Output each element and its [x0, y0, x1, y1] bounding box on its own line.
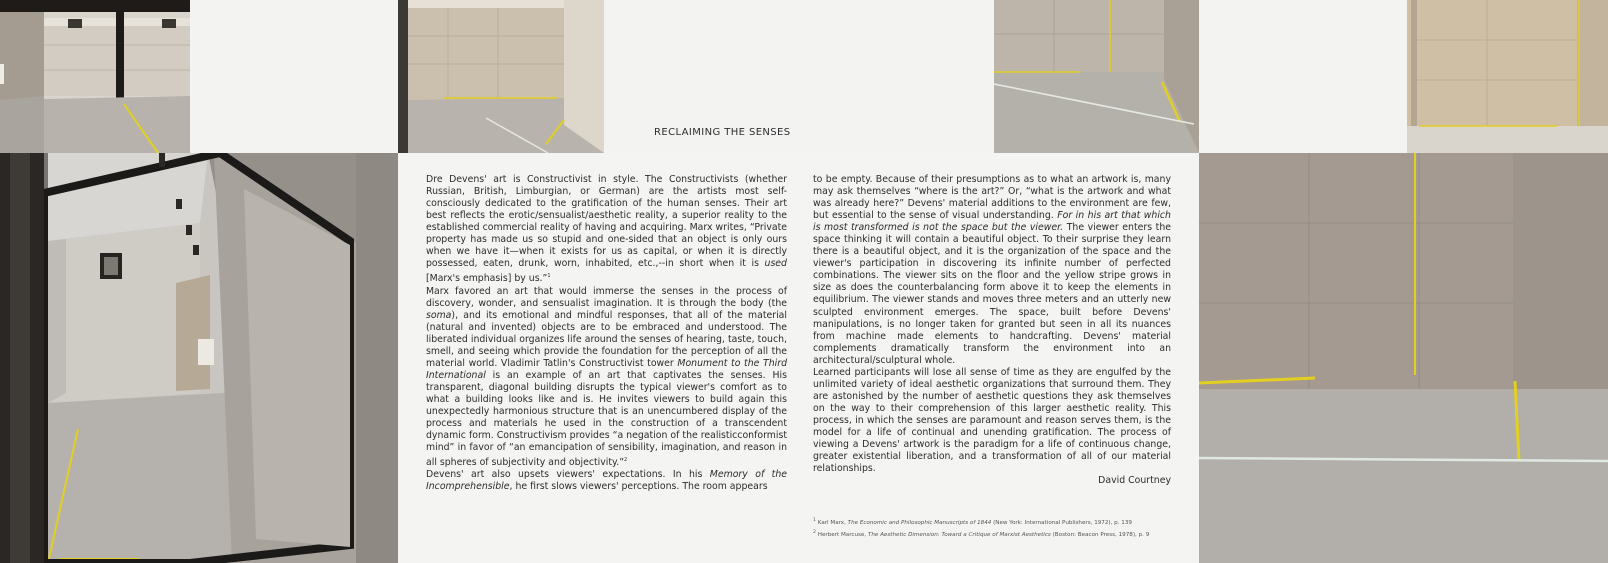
- footnote-ref: 2: [624, 457, 628, 464]
- footnote-2: [813, 527, 1149, 541]
- text-emphasis: used: [764, 258, 787, 270]
- text: (Boston: Beacon Press, 1978), p. 9: [1050, 531, 1150, 538]
- text: [Marx's emphasis] by us.”: [426, 273, 548, 285]
- text-emphasis: The Aesthetic Dimension: Toward a Critique of Marxist Aesthetics: [867, 531, 1051, 538]
- paragraph: Learned participants will lose all sense of time as they are engulfed by the unlimited variety of ideal aesthetic organizations that surround them. They are astonished by the number of aesthetic questions they ask themselves on the way to their comprehension of this larger aesthetic reality. This process, in which the senses are paramount and reason serves them, is the model for a life of continual and unending gratification. The process of viewing a Devens' artwork is the paradigm for a life of continuous change, greater existential liberation, and a transformation of all of our material relationships.: [813, 366, 1171, 475]
- page-title: RECLAIMING THE SENSES: [654, 127, 791, 138]
- photo-floor-stripe: [994, 0, 1199, 153]
- text: (New York: International Publishers, 1972), p. 139: [991, 519, 1132, 526]
- text: , he first slows viewers' perceptions. The room appears: [509, 481, 768, 493]
- text: ), and its emotional and mindful responses, that all of the material (natural and invented) objects are to be embraced and understood. The liberated individual organizes life around the senses of hearing, taste, touch, smell, and seeing which provide the foundation for the perception of all the material world. Vladimir Tatlin's Constructivist tower: [426, 309, 787, 369]
- footnote-number: 1: [813, 518, 816, 523]
- text-emphasis: Monument to the Third International: [426, 357, 787, 381]
- photo-room-column: [0, 0, 190, 153]
- blank-panel: [190, 0, 398, 153]
- text-column-left: [426, 174, 787, 493]
- author-signature: David Courtney: [1098, 475, 1171, 487]
- text-emphasis: The Economic and Philosophic Manuscripts of 1844: [847, 519, 992, 526]
- text: Herbert Marcuse,: [815, 531, 868, 538]
- text: The viewer enters the space thinking it will contain a beautiful object. To their surprise they learn there is a beautiful object, and it is the organization of the space and the viewer's participation in discovering its infinite number of perfected combinations. The viewer sits on the floor and the yellow stripe grows in size as does the counterbalancing form above it to keep the elements in equilibrium. The viewer stands and moves three meters and an utterly new sculpted environment emerges. The space, built before Devens' manipulations, is no longer taken for granted but seen in all its nuances from machine made elements to handcrafting. Devens' material complements dramatically transform the environment into an architectural/sculptural whole.: [813, 222, 1171, 366]
- footnote-number: 2: [813, 530, 816, 535]
- photo-warm-wall: [1407, 0, 1608, 153]
- photo-corner-stripes: [1199, 153, 1608, 563]
- text: to be empty. Because of their presumptions as to what an artwork is, many may ask themselves “where is the art?” Or, “what is the artwork and what was already here?” Devens' material additions to the environment are few, but essential to the sense of visual understanding.: [813, 174, 1171, 222]
- paragraph: [426, 286, 787, 470]
- text: Karl Marx,: [815, 519, 848, 526]
- paragraph: [813, 174, 1171, 367]
- text-column-right: [813, 174, 1171, 487]
- text-emphasis: For in his art that which is most transformed is not the space but the viewer.: [813, 210, 1171, 234]
- text: Marx favored an art that would immerse the senses in the process of discovery, wonder, and sensualist imagination. It is through the body (the: [426, 285, 787, 309]
- photo-room-corner: [398, 0, 604, 153]
- text: Dre Devens' art is Constructivist in style. The Constructivists (whether Russian, British, Limburgian, or German) are the artists most self-consciously dedicated to the gratification of the human senses. Their art best reflects the erotic/sensualist/aesthetic reality, a superior reality to the established commercial reality of having and acquiring. Marx writes, “Private property has made us so stupid and one-sided that an object is only ours when we have it—when it exists for us as capital, or when it is directly possessed, eaten, drunk, worn, inhabited, etc.,--in short when it is: [426, 174, 787, 270]
- photo-angled-wall: [0, 153, 398, 563]
- paragraph: [426, 174, 787, 286]
- text: Devens' art also upsets viewers' expectations. In his: [426, 469, 710, 481]
- footnote-ref: 1: [547, 273, 551, 280]
- text: is an example of an art that captivates the senses. His transparent, diagonal building disrupts the typical viewer's comfort as to what a building looks like and is. He invites viewers to build again this unexpectedly harmonious structure that is an unencumbered display of the process and materials he used in the construction of a transcendent dynamic form. Constructivism provides “a negation of the realisticconformist mind” in favor of “an emancipation of sensibility, imagination, and reason in all spheres of subjectivity and objectivity.”: [426, 369, 787, 469]
- text-emphasis: soma: [426, 309, 452, 321]
- blank-panel: [1199, 0, 1407, 153]
- text-emphasis: Memory of the Incomprehensible: [426, 469, 787, 493]
- paragraph: [426, 469, 787, 493]
